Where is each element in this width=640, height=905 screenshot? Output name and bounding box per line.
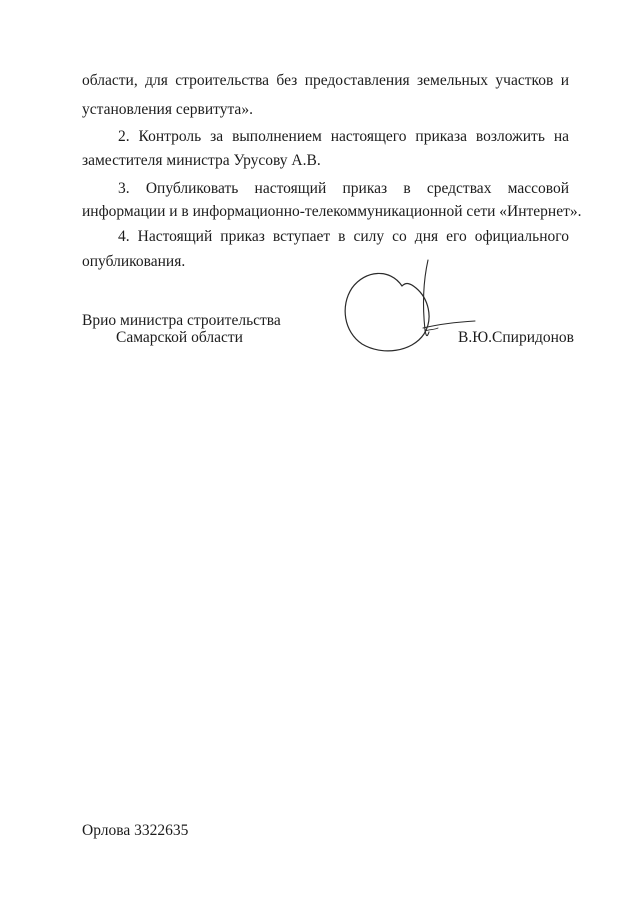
paragraph-2-line-1: 2. Контроль за выполнением настоящего приказа возложить на xyxy=(118,128,569,145)
paragraph-3-line-2: информации и в информационно-телекоммуникационной сети «Интернет». xyxy=(82,203,582,220)
handwritten-signature xyxy=(330,258,480,363)
paragraph-4-line-2: опубликования. xyxy=(82,253,186,270)
paragraph-1-line-1: области, для строительства без предоставления земельных участков и xyxy=(82,72,569,89)
paragraph-4-line-1: 4. Настоящий приказ вступает в силу со дня его официального xyxy=(118,228,569,245)
paragraph-2-line-2: заместителя министра Урусову А.В. xyxy=(82,152,321,169)
signatory-position-line-1: Врио министра строительства xyxy=(82,312,281,329)
paragraph-3-line-1: 3. Опубликовать настоящий приказ в средствах массовой xyxy=(118,180,569,197)
signatory-position-line-2: Самарской области xyxy=(116,329,243,346)
executor-footer: Орлова 3322635 xyxy=(82,822,189,839)
signatory-name: В.Ю.Спиридонов xyxy=(458,329,574,346)
paragraph-1-line-2: установления сервитута». xyxy=(82,101,253,118)
